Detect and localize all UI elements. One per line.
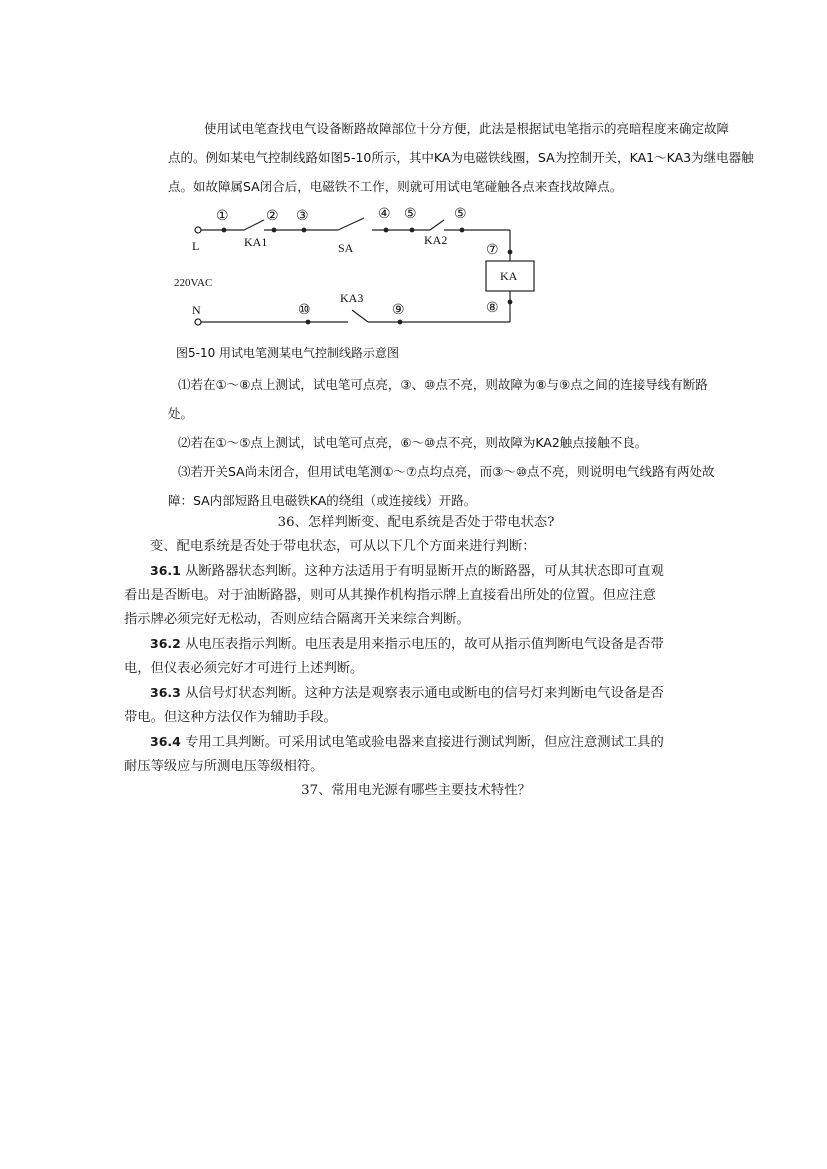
node-label-6: ⑤ (454, 207, 467, 222)
subsection-36-4-line-1: 专用工具判断。可采用试电笔或验电器来直接进行测试判断，但应注意测试工具的 (180, 735, 664, 750)
node-label-10: ⑩ (298, 303, 311, 318)
item3-line-1: ⑶若开关SA尚未闭合，但用试电笔测①～⑦点均点亮，而③～⑩点不亮，则说明电气线路有两处故 (178, 464, 715, 479)
section-36-intro: 变、配电系统是否处于带电状态，可从以下几个方面来进行判断： (150, 539, 536, 554)
scanned-intro-paragraph (168, 114, 788, 201)
subsection-36-3-line-2: 带电。但这种方法仅作为辅助手段。 (124, 710, 337, 725)
intro-line-3: 点。如故障属SA闭合后，电磁铁不工作，则就可用试电笔碰触各点来查找故障点。 (168, 179, 623, 194)
label-SA: SA (338, 241, 354, 255)
label-KA: KA (500, 269, 518, 283)
section-37-heading: 37、常用电光源有哪些主要技术特性？ (301, 783, 531, 798)
item1-line-2: 处。 (168, 406, 194, 421)
node-label-8: ⑧ (486, 301, 499, 316)
label-L: L (192, 239, 200, 253)
subsection-36-3 (124, 681, 708, 706)
subsection-36-3-line-1: 从信号灯状态判断。这种方法是观察表示通电或断电的信号灯来判断电气设备是否 (180, 686, 664, 701)
subsection-36-1-line-1: 从断路器状态判断。这种方法适用于有明显断开点的断路器，可从其状态即可直观 (180, 564, 664, 579)
subsection-36-2-number: 36.2 (150, 636, 181, 651)
intro-line-2: 点的。例如某电气控制线路如图5-10所示，其中KA为电磁铁线圈，SA为控制开关，KA1～KA3为继电器触 (168, 150, 754, 165)
section-36 (124, 511, 708, 803)
label-KA2: KA2 (424, 233, 448, 247)
node-label-9: ⑨ (392, 303, 405, 318)
subsection-36-1-line-2: 看出是否断电。对于油断路器，则可从其操作机构指示牌上直接看出所处的位置。但应注意 (124, 588, 656, 603)
intro-line-1: 使用试电笔查找电气设备断路故障部位十分方便，此法是根据试电笔指示的亮暗程度来确定故障 (204, 121, 730, 136)
control-circuit-diagram (168, 196, 548, 336)
label-N: N (192, 303, 201, 317)
figure-caption: 图5-10 用试电笔测某电气控制线路示意图 (176, 346, 400, 360)
scanned-items (168, 370, 788, 515)
subsection-36-4-line-2: 耐压等级应与所测电压等级相符。 (124, 759, 324, 774)
item2-line-1: ⑵若在①～⑤点上测试，试电笔可点亮，⑥～⑩点不亮，则故障为KA2触点接触不良。 (178, 435, 648, 450)
subsection-36-2 (124, 632, 708, 657)
label-KA1: KA1 (244, 235, 268, 249)
item3-line-2: 障：SA内部短路且电磁铁KA的绕组（或连接线）开路。 (168, 493, 477, 508)
terminal-N (195, 319, 201, 325)
node-label-5: ⑤ (404, 207, 417, 222)
node-label-1: ① (216, 209, 229, 224)
subsection-36-4 (124, 730, 708, 755)
node-label-3: ③ (296, 209, 309, 224)
subsection-36-1-number: 36.1 (150, 563, 181, 578)
subsection-36-1-line-3: 指示牌必须完好无松动，否则应结合隔离开关来综合判断。 (124, 612, 470, 627)
subsection-36-2-line-1: 从电压表指示判断。电压表是用来指示电压的，故可从指示值判断电气设备是否带 (180, 637, 664, 652)
label-KA3: KA3 (340, 291, 364, 305)
node-label-4: ④ (378, 207, 391, 222)
subsection-36-1 (124, 559, 708, 584)
node-label-7: ⑦ (486, 243, 499, 258)
subsection-36-2-line-2: 电，但仪表必须完好才可进行上述判断。 (124, 661, 364, 676)
subsection-36-4-number: 36.4 (150, 734, 181, 749)
item1-line-1: ⑴若在①～⑧点上测试，试电笔可点亮，③、⑩点不亮，则故障为⑧与⑨点之间的连接导线有断路 (178, 377, 708, 392)
node-label-2: ② (266, 209, 279, 224)
terminal-L (195, 227, 201, 233)
subsection-36-3-number: 36.3 (150, 685, 181, 700)
section-36-heading: 36、怎样判断变、配电系统是否处于带电状态? (277, 515, 555, 530)
label-220VAC: 220VAC (174, 277, 213, 289)
